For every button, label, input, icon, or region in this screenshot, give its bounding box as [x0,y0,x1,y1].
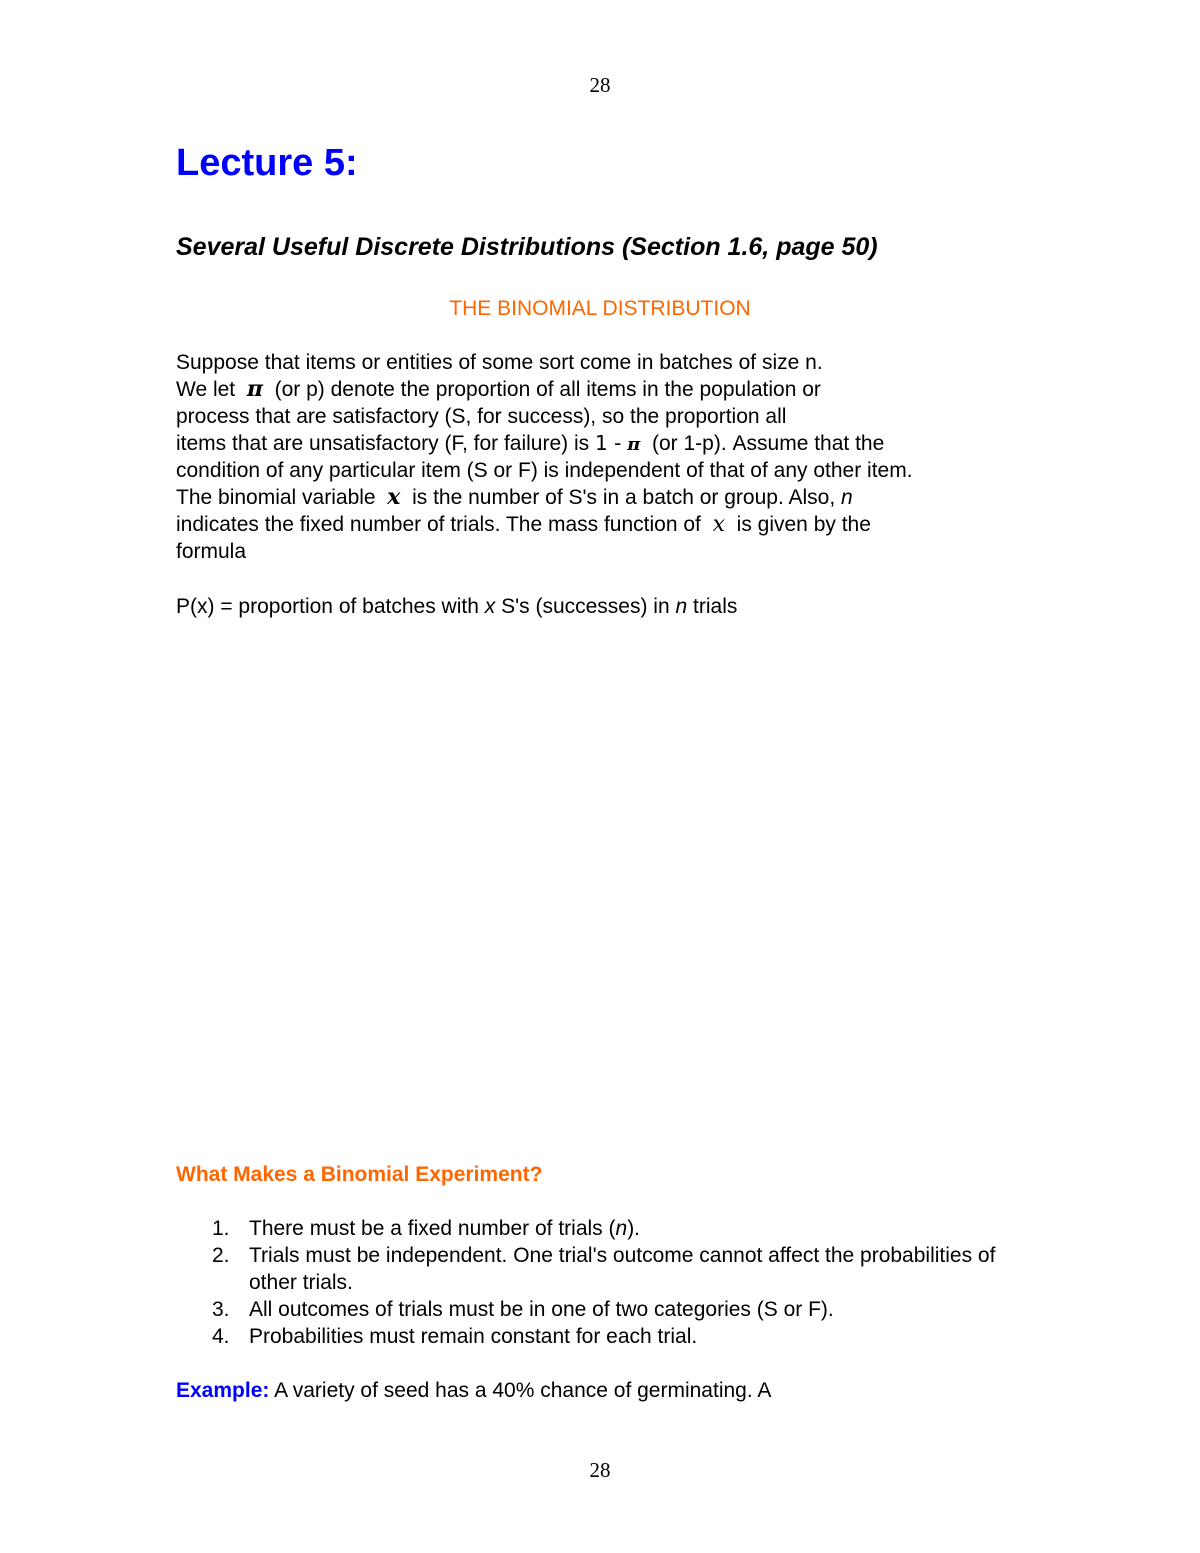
list-item: 4. Probabilities must remain constant for each trial. [212,1325,698,1348]
list-item: 3. All outcomes of trials must be in one of two categories (S or F). [212,1298,834,1321]
paragraph-line: We let π (or p) denote the proportion of all items in the population or [176,376,821,402]
section-heading: THE BINOMIAL DISTRIBUTION [449,297,751,320]
paragraph-line: Suppose that items or entities of some sort come in batches of size n. [176,351,823,374]
example-text: A variety of seed has a 40% chance of germinating. A [274,1379,772,1402]
list-item: 2. Trials must be independent. One trial's outcome cannot affect the probabilities of other trials. [212,1244,996,1294]
binomial-requirements-list [212,1215,1012,1350]
page-number-top: 28 [589,73,611,97]
page-number-bottom: 28 [589,1458,611,1482]
lecture-subtitle: Several Useful Discrete Distributions (Section 1.6, page 50) [176,233,878,261]
binomial-experiment-heading: What Makes a Binomial Experiment? [176,1163,543,1186]
x-symbol: x [387,484,401,510]
binomial-description-paragraph [176,349,1076,565]
list-item: 1. There must be a fixed number of trials (n). [212,1217,641,1240]
mass-function-definition: P(x) = proportion of batches with x S's (successes) in n trials [176,595,738,618]
pi-symbol: π [627,434,641,455]
example-label: Example: [176,1379,270,1402]
paragraph-line: indicates the fixed number of trials. The mass function of x is given by the [176,512,871,537]
paragraph-line: The binomial variable x is the number of S's in a batch or group. Also, n [176,484,853,510]
paragraph-line: process that are satisfactory (S, for success), so the proportion all [176,405,787,428]
x-symbol: x [712,512,725,537]
example-paragraph [176,1377,771,1405]
paragraph-line: items that are unsatisfactory (F, for failure) is 1 - π (or 1-p). Assume that the [176,431,885,455]
pi-symbol: π [246,376,263,402]
paragraph-line: condition of any particular item (S or F) is independent of that of any other item. [176,459,913,482]
paragraph-line: formula [176,540,247,563]
lecture-title: Lecture 5: [176,142,358,184]
n-symbol: n [841,486,853,509]
one-minus: 1 - [594,431,622,455]
